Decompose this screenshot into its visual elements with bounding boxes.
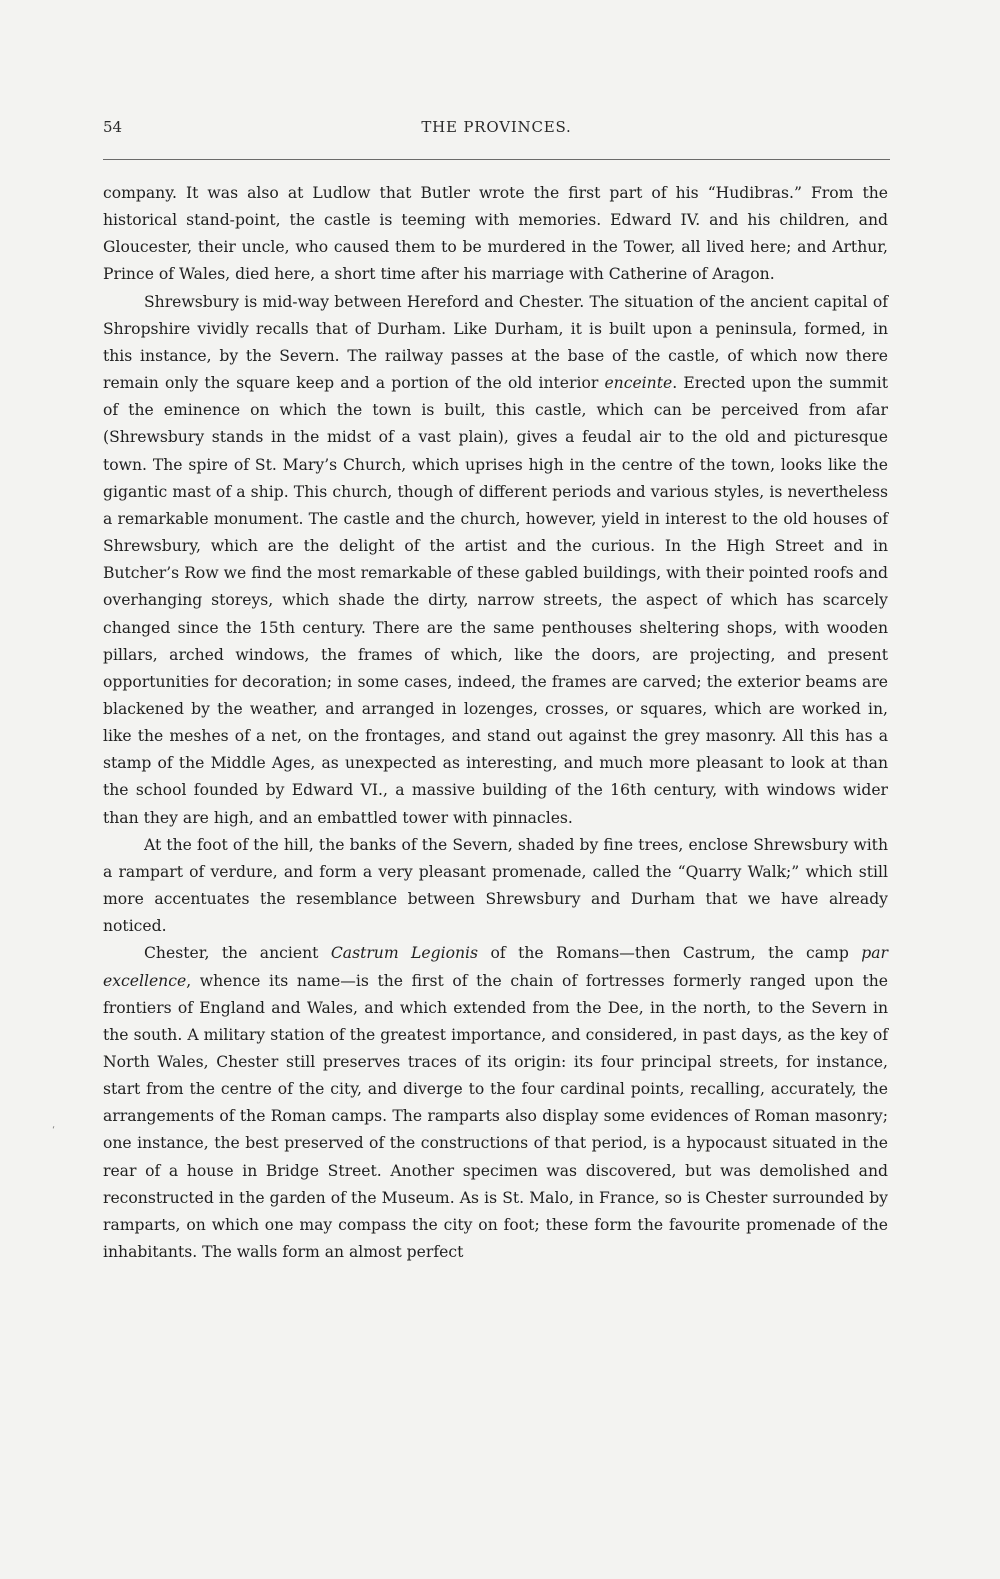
page-speck-mark: ‘ <box>52 1125 56 1136</box>
paragraph <box>103 940 888 1266</box>
body-text <box>103 180 888 1266</box>
italic-text: par excellence <box>103 944 889 990</box>
paragraph <box>103 180 888 289</box>
text-run: At the foot of the hill, the banks of the Severn, shaded by fine trees, enclose Shrewsbury with a rampart of verdure, and form a very pleasant promenade, called the “Quarry Walk;” which still more accentuates the resemblance between Shrewsbury and Durham that we have already noticed. <box>103 835 888 936</box>
page-number: 54 <box>103 118 123 136</box>
text-run: company. It was also at Ludlow that Butler wrote the first part of his “Hudibras.” From the historical stand-point, the castle is teeming with memories. Edward IV. and his children, and Gloucester, their uncle, who caused them to be murdered in the Tower, all lived here; and Arthur, Prince of Wales, died here, a short time after his marriage with Catherine of Aragon. <box>103 184 888 284</box>
header-rule <box>103 159 890 160</box>
italic-text: enceinte <box>604 374 673 393</box>
text-run: Shrewsbury is mid-way between Hereford and Chester. The situation of the ancient capital of Shropshire vividly recalls that of Durham. Like Durham, it is built upon a peninsula, formed, in this instance, by the Severn. The railway passes at the base of the castle, of which now there remain only the square keep and a portion of the old interior <box>103 292 888 393</box>
paragraph <box>103 832 888 941</box>
text-run: of the Romans—then Castrum, the camp <box>478 944 862 963</box>
text-run: , whence its name—is the first of the chain of fortresses formerly ranged upon the frontiers of England and Wales, and which extended from the Dee, in the north, to the Severn in the south. A military station of the greatest importance, and considered, in past days, as the key of North Wales, Chester still preserves traces of its origin: its four principal streets, for instance, start from the centre of the city, and diverge to the four cardinal points, recalling, accurately, the arrangements of the Roman camps. The ramparts also display some evidences of Roman masonry; one instance, the best preserved of the constructions of that period, is a hypocaust situated in the rear of a house in Bridge Street. Another specimen was discovered, but was demolished and reconstructed in the garden of the Museum. As is St. Malo, in France, so is Chester surrounded by ramparts, on which one may compass the city on foot; these form the favourite promenade of the inhabitants. The walls form an almost perfect <box>103 971 888 1262</box>
italic-text: Castrum Legionis <box>330 944 479 963</box>
running-head: THE PROVINCES. <box>421 118 572 136</box>
text-run: Chester, the ancient <box>144 944 331 963</box>
page-header <box>103 118 890 144</box>
text-run: . Erected upon the summit of the eminence on which the town is built, this castle, which can be perceived from afar (Shrewsbury stands in the midst of a vast plain), gives a feudal air to the old and picturesque town. The spire of St. Mary’s Church, which uprises high in the centre of the town, looks like the gigantic mast of a ship. This church, though of different periods and various styles, is nevertheless a remarkable monument. The castle and the church, however, yield in interest to the old houses of Shrewsbury, which are the delight of the artist and the curious. In the High Street and in Butcher’s Row we find the most remarkable of these gabled buildings, with their pointed roofs and overhanging storeys, which shade the dirty, narrow streets, the aspect of which has scarcely changed since the 15th century. There are the same penthouses sheltering shops, with wooden pillars, arched windows, the frames of which, like the doors, are projecting, and present opportunities for decoration; in some cases, indeed, the frames are carved; the exterior beams are blackened by the weather, and arranged in lozenges, crosses, or squares, which are worked in, like the meshes of a net, on the frontages, and stand out against the grey masonry. All this has a stamp of the Middle Ages, as unexpected as interesting, and much more pleasant to look at than the school founded by Edward VI., a massive building of the 16th century, with windows wider than they are high, and an embattled tower with pinnacles. <box>103 374 888 827</box>
paragraph <box>103 289 888 832</box>
